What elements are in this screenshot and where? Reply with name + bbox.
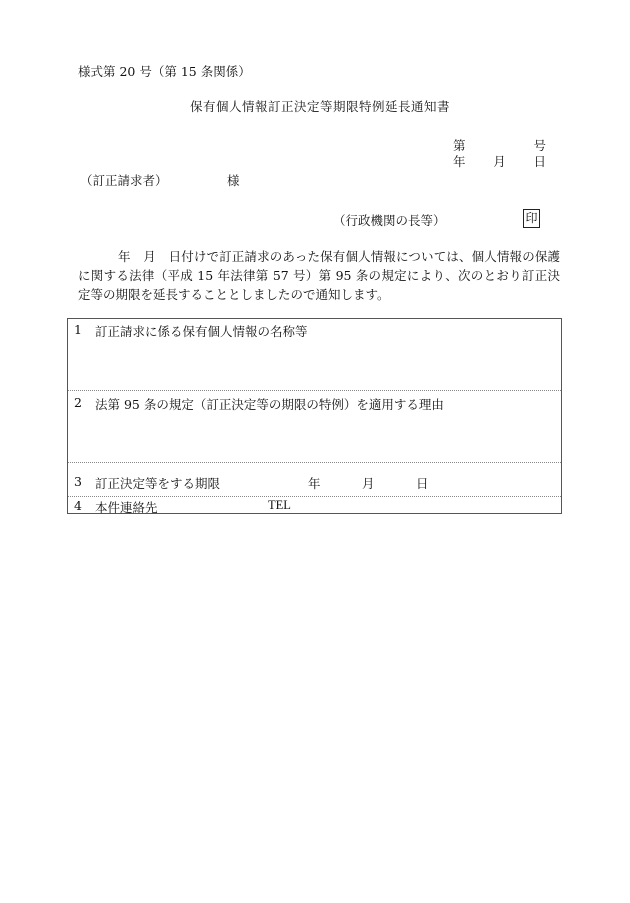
table-row (68, 462, 561, 496)
document-title: 保有個人情報訂正決定等期限特例延長通知書 (189, 99, 450, 114)
item-label: 法第 95 条の規定（訂正決定等の期限の特例）を適用する理由 (95, 397, 444, 412)
table-row (68, 390, 561, 462)
items-table (67, 318, 562, 514)
item-label: 本件連絡先 (95, 500, 158, 515)
date-day: 日 (533, 154, 546, 169)
item-label: 訂正決定等をする期限 (95, 476, 221, 491)
table-row (68, 319, 561, 390)
agency-label: （行政機関の長等） (333, 213, 446, 228)
deadline-month: 月 (362, 476, 375, 491)
date-month: 月 (493, 154, 506, 169)
item-number: 2 (74, 395, 82, 410)
body-paragraph: 年 月 日付けで訂正請求のあった保有個人情報については、個人情報の保護に関する法律（平成 15 年法律第 57 号）第 95 条の規定により、次のとおり訂正決定等の期限を延長することとしましたので通知します。 (78, 249, 560, 302)
date-year: 年 (453, 154, 466, 169)
item-number: 1 (74, 322, 82, 337)
document-date-line (453, 152, 546, 170)
deadline-day: 日 (416, 476, 429, 491)
recipient-honorific: 様 (227, 173, 240, 188)
number-suffix: 号 (533, 138, 546, 153)
number-prefix: 第 (453, 138, 466, 153)
contact-tel: TEL (268, 498, 291, 512)
item-number: 4 (74, 498, 82, 513)
item-number: 3 (74, 474, 82, 489)
form-number: 様式第 20 号（第 15 条関係） (78, 64, 251, 79)
seal-mark: 印 (523, 209, 540, 228)
item-label: 訂正請求に係る保有個人情報の名称等 (95, 324, 308, 339)
table-row (68, 496, 561, 513)
recipient-label: （訂正請求者） (80, 173, 168, 188)
deadline-year: 年 (308, 476, 321, 491)
